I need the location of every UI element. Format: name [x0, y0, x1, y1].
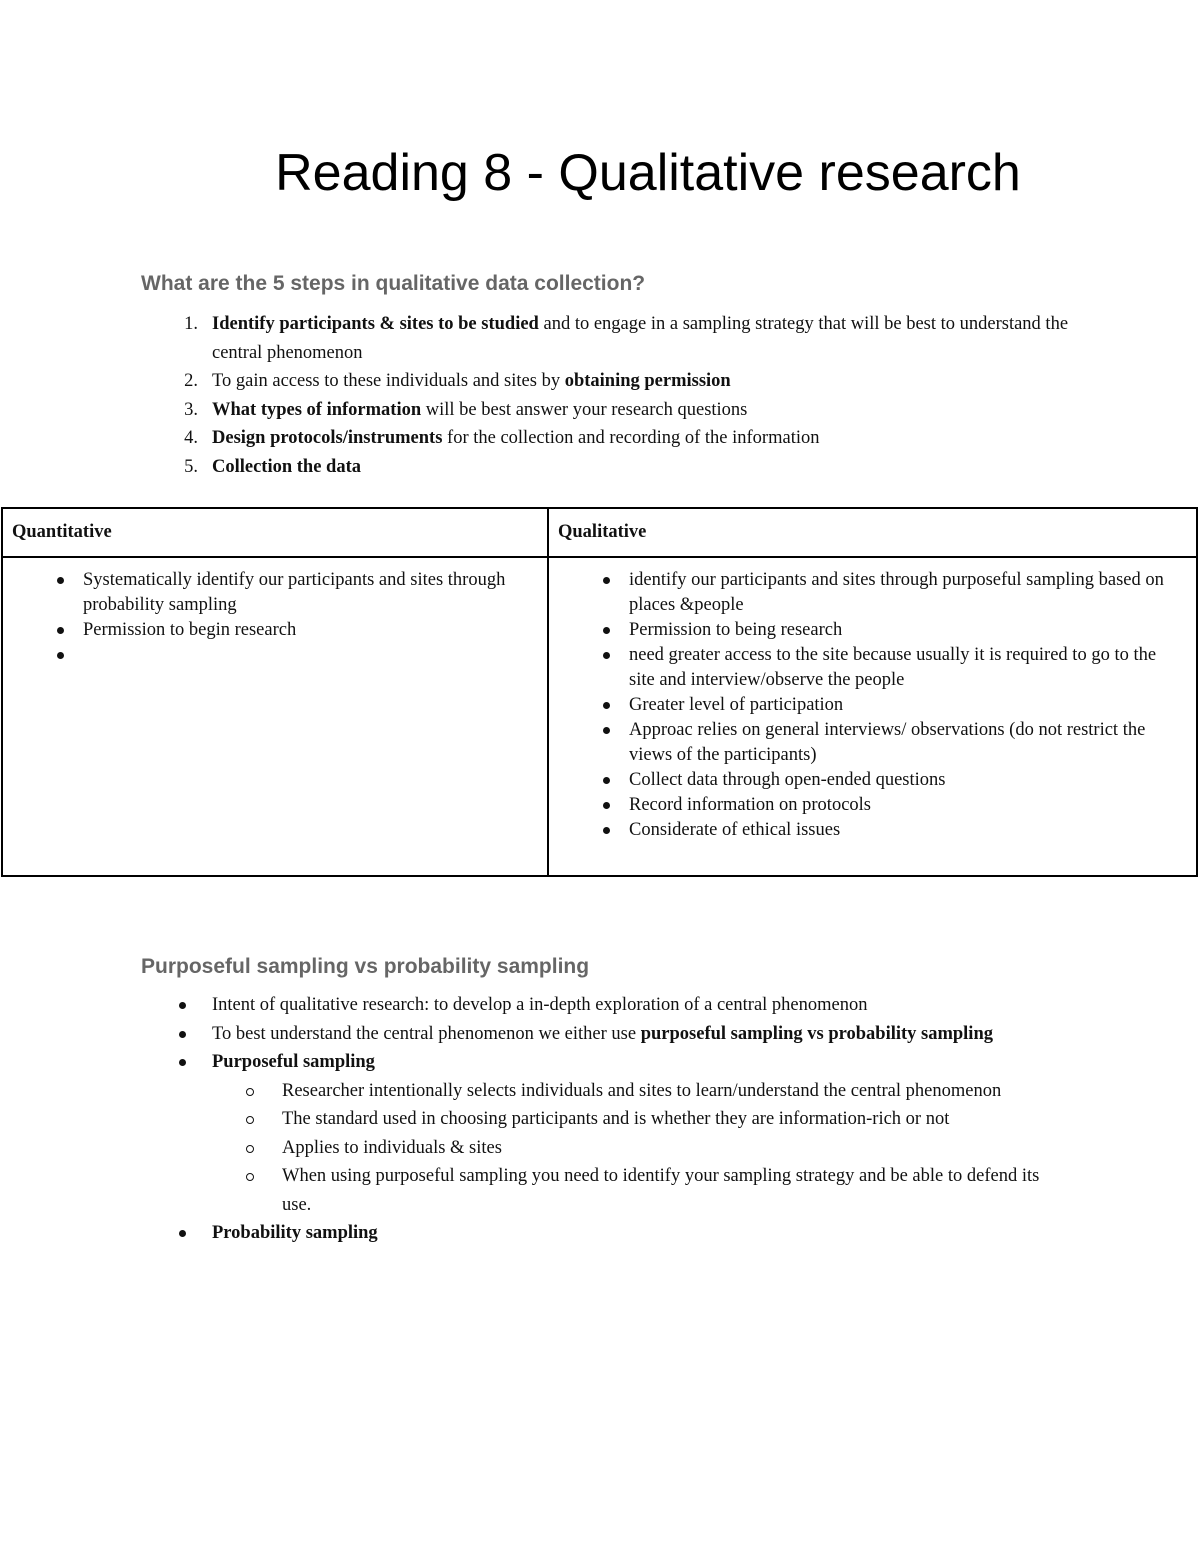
bullet-icon: [179, 1059, 186, 1066]
steps-list: [184, 310, 1072, 481]
list-item: [184, 424, 1072, 453]
bullet-icon: [603, 827, 610, 834]
list-item-text: Considerate of ethical issues: [629, 820, 841, 840]
list-item: [597, 643, 1176, 693]
list-item: [212, 1020, 1072, 1049]
bullet-icon: [179, 1230, 186, 1237]
table-cell-quantitative: [2, 557, 548, 876]
bullet-icon: [57, 577, 64, 584]
section-heading-sampling: Purposeful sampling vs probability sampling: [141, 955, 590, 978]
list-item: [597, 568, 1176, 618]
quantitative-list: [3, 558, 547, 668]
list-item: [212, 991, 1072, 1020]
list-item-text: Intent of qualitative research: to develop a in-depth exploration of a central phenomenon: [212, 995, 868, 1015]
hollow-bullet-icon: [246, 1145, 254, 1153]
list-item: [51, 568, 507, 618]
list-item: [597, 693, 1176, 718]
sampling-list: [212, 991, 1072, 1248]
bullet-icon: [57, 627, 64, 634]
list-item-text: Permission to begin research: [83, 620, 297, 640]
list-number: 3.: [184, 399, 198, 420]
list-item: [212, 1219, 1072, 1248]
sublist-item-text: When using purposeful sampling you need to identify your sampling strategy and be able to defend its use.: [282, 1166, 1040, 1215]
step-bold-text: Identify participants & sites to be studied: [212, 314, 539, 334]
bullet-icon: [603, 627, 610, 634]
hollow-bullet-icon: [246, 1088, 254, 1096]
list-number: 1.: [184, 314, 198, 334]
comparison-table: [1, 507, 1198, 877]
bullet-icon: [603, 702, 610, 709]
sublist-item-text: The standard used in choosing participants and is whether they are information-rich or not: [282, 1109, 950, 1129]
step-bold-text: What types of information: [212, 399, 422, 420]
list-item-text: need greater access to the site because usually it is required to go to the site and interview/observe the people: [629, 645, 1157, 690]
sublist-item: [282, 1134, 1072, 1163]
list-number: 5.: [184, 456, 198, 477]
step-bold-text: obtaining permission: [564, 371, 731, 391]
list-item-bold-text: Purposeful sampling: [212, 1052, 375, 1072]
list-item-text: Record information on protocols: [629, 795, 871, 815]
list-item: [597, 618, 1176, 643]
step-text: for the collection and recording of the information: [442, 428, 820, 448]
step-text: To gain access to these individuals and sites by: [212, 371, 565, 391]
bullet-icon: [603, 577, 610, 584]
step-bold-text: Collection the data: [212, 456, 362, 477]
sublist-item: [282, 1105, 1072, 1134]
list-item: [597, 793, 1176, 818]
list-item: [51, 618, 507, 643]
list-item: [597, 768, 1176, 793]
bullet-icon: [179, 1031, 186, 1038]
bullet-icon: [603, 727, 610, 734]
list-item: [184, 453, 1072, 482]
step-text: will be best answer your research questions: [421, 399, 748, 420]
bullet-icon: [603, 652, 610, 659]
hollow-bullet-icon: [246, 1173, 254, 1181]
table-header-quantitative: Quantitative: [2, 508, 548, 557]
list-item: [212, 1048, 1072, 1219]
purposeful-sublist: [212, 1077, 1072, 1220]
list-item-text: Systematically identify our participants and sites through probability sampling: [83, 570, 506, 615]
sublist-item: [282, 1162, 1072, 1219]
list-number: 2.: [184, 371, 198, 391]
list-item-text: Permission to being research: [629, 620, 843, 640]
table-header-row: [2, 508, 1197, 557]
list-item-bold-text: Probability sampling: [212, 1223, 378, 1243]
list-item: [51, 643, 507, 668]
list-item: [597, 718, 1176, 768]
bullet-icon: [603, 777, 610, 784]
hollow-bullet-icon: [246, 1116, 254, 1124]
step-text: and to engage in a sampling strategy that will be best to understand the central phenomenon: [212, 314, 1069, 363]
sublist-item-text: Applies to individuals & sites: [282, 1137, 502, 1158]
page-title: Reading 8 - Qualitative research: [275, 144, 1021, 202]
list-item-text: To best understand the central phenomenon we either use: [212, 1023, 641, 1044]
step-bold-text: Design protocols/instruments: [212, 428, 443, 448]
list-item: [184, 396, 1072, 425]
list-item-text: identify our participants and sites through purposeful sampling based on places &people: [629, 570, 1164, 615]
list-item-text: Collect data through open-ended questions: [629, 770, 946, 790]
list-item: [184, 310, 1072, 367]
qualitative-list: [549, 558, 1196, 843]
bullet-icon: [179, 1002, 186, 1009]
sublist-item: [282, 1077, 1072, 1106]
list-item: [184, 367, 1072, 396]
table-header-qualitative: Qualitative: [548, 508, 1197, 557]
sublist-item-text: Researcher intentionally selects individuals and sites to learn/understand the central phenomenon: [282, 1080, 1002, 1101]
list-number: 4.: [184, 428, 198, 448]
section-heading-steps: What are the 5 steps in qualitative data collection?: [141, 272, 646, 295]
table-cell-qualitative: [548, 557, 1197, 876]
list-item: [597, 818, 1176, 843]
list-item-bold-text: purposeful sampling vs probability sampling: [640, 1023, 993, 1044]
bullet-icon: [57, 652, 64, 659]
table-row: [2, 557, 1197, 876]
bullet-icon: [603, 802, 610, 809]
list-item-text: Greater level of participation: [629, 695, 844, 715]
list-item-text: Approac relies on general interviews/ observations (do not restrict the views of the participants): [629, 720, 1146, 765]
